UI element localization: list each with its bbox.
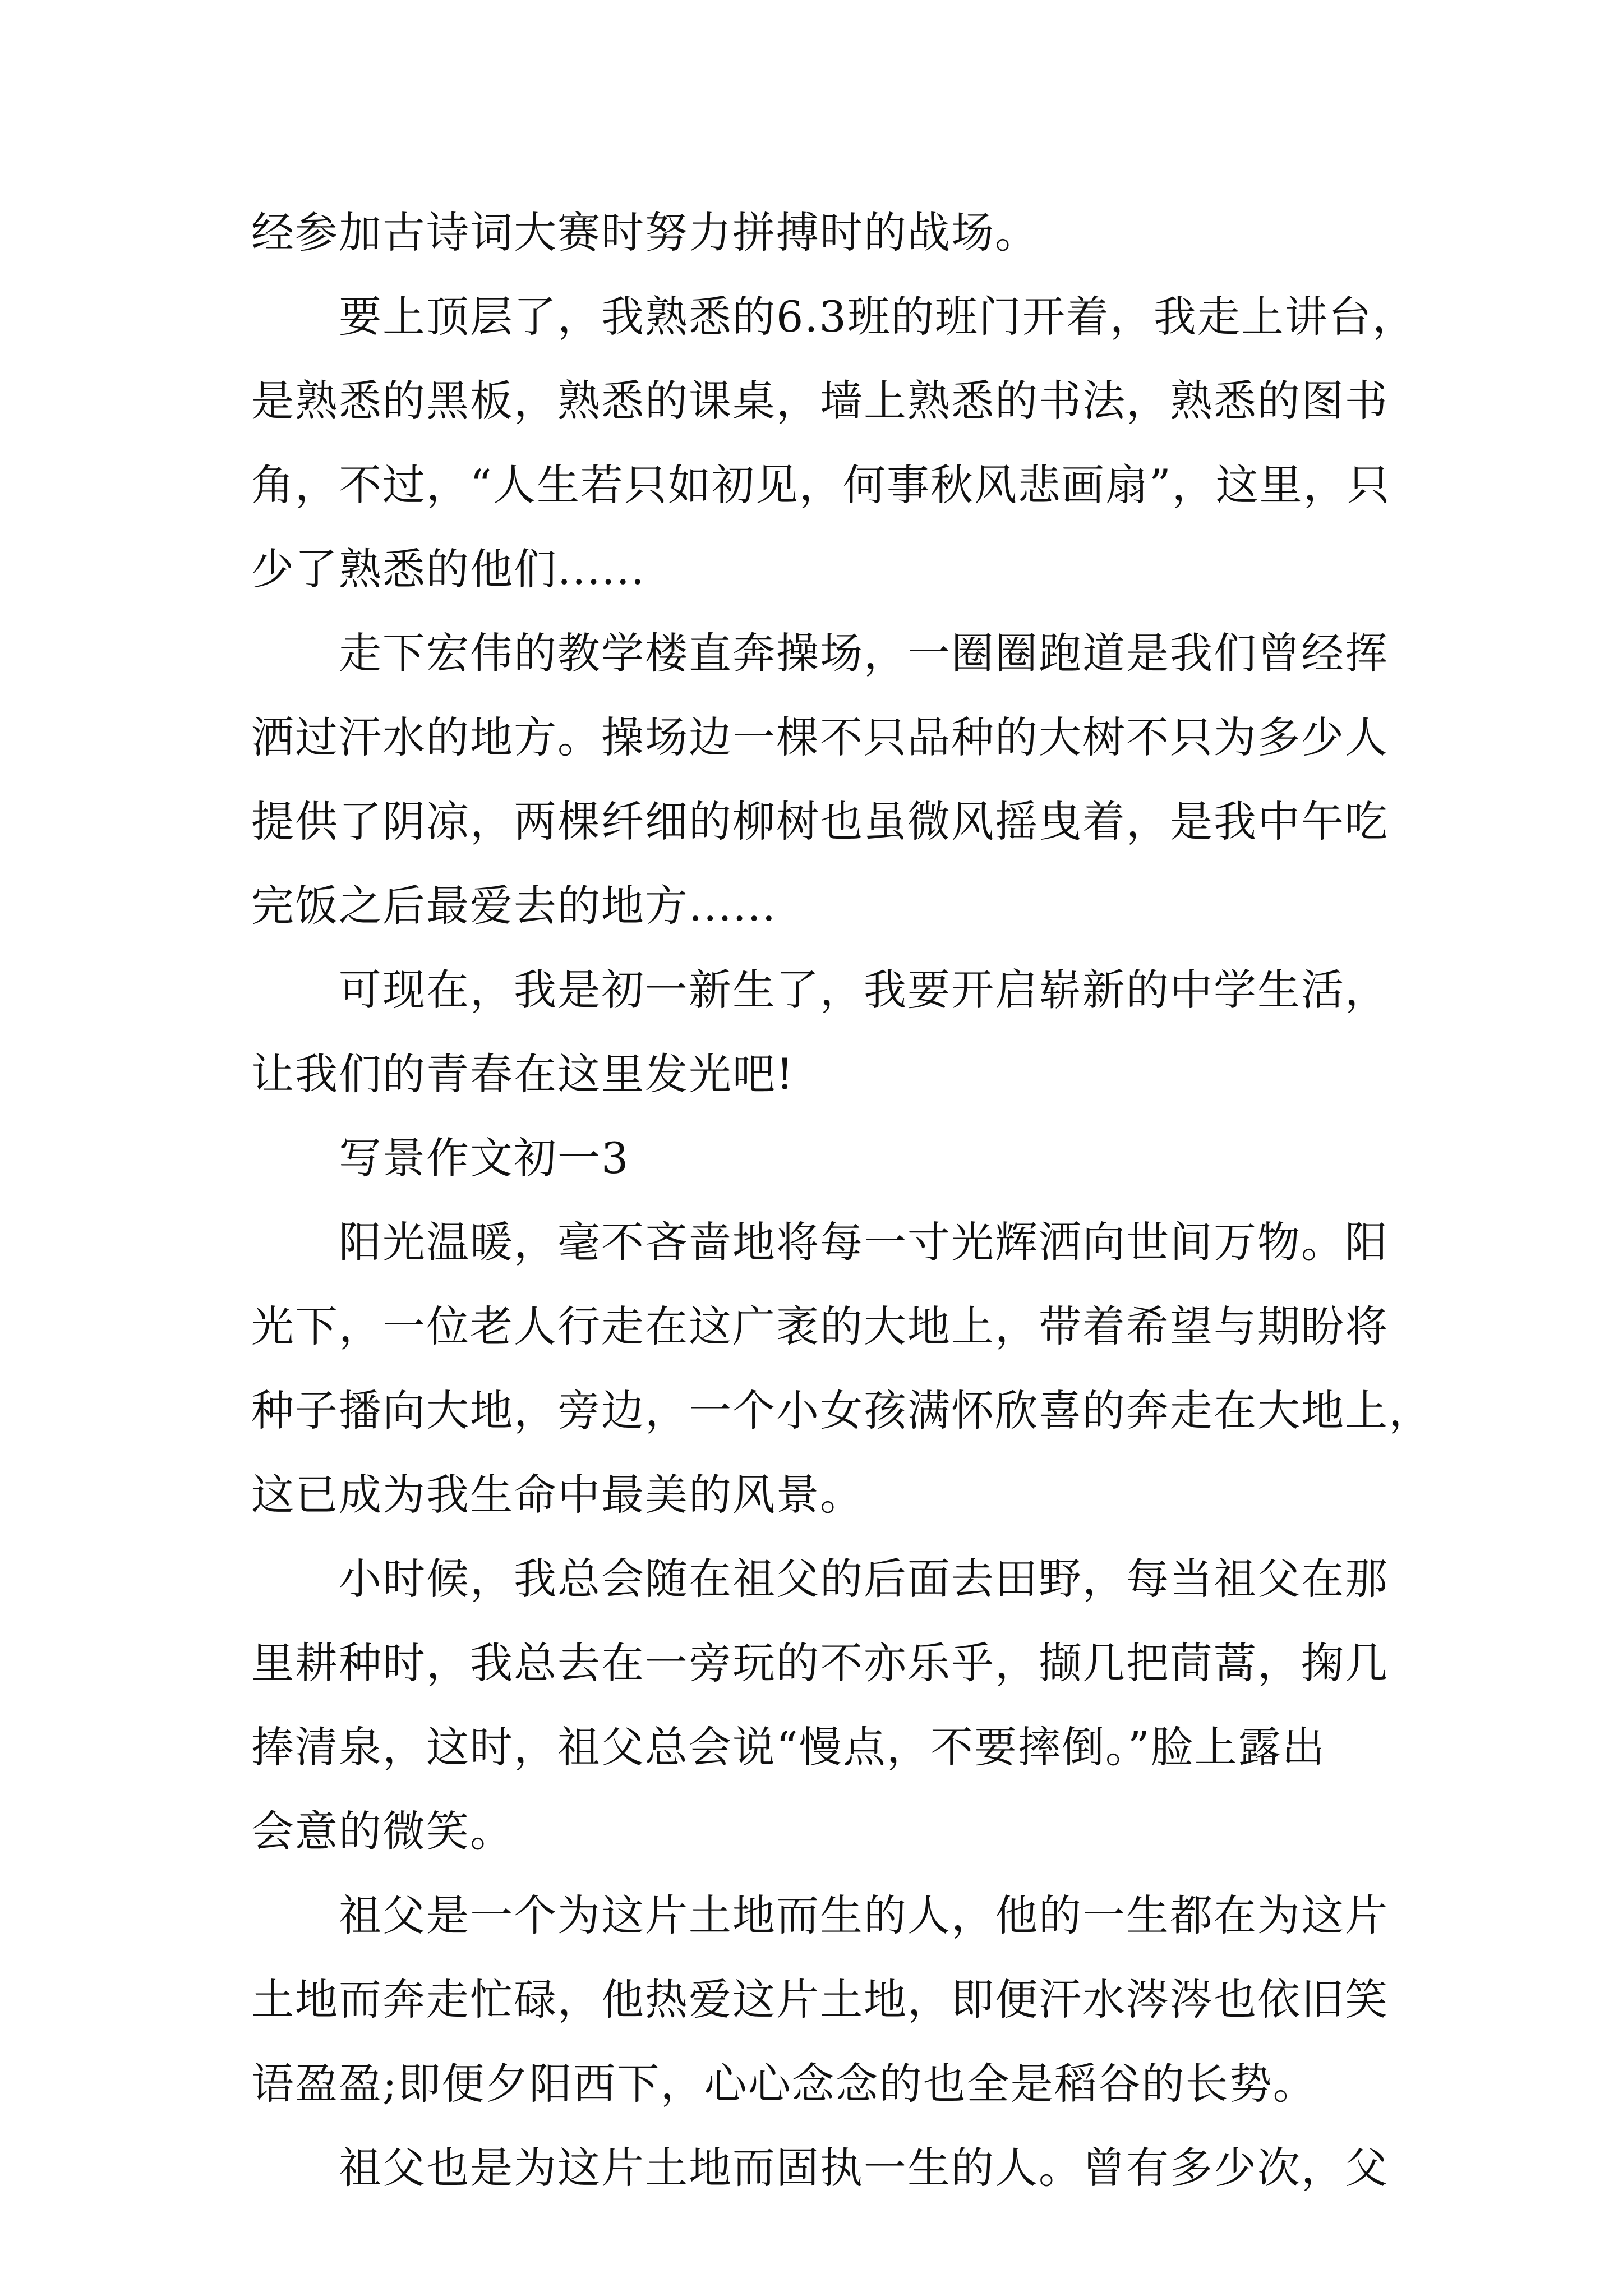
document-body xyxy=(251,191,1432,2210)
text-line-24: 祖父也是为这片土地而固执一生的人。曾有多少次，父 xyxy=(339,2143,1389,2193)
text-line-15: 种子播向大地，旁边，一个小女孩满怀欣喜的奔走在大地上， xyxy=(251,1386,1432,1435)
text-line-7: 洒过汗水的地方。操场边一棵不只品种的大树不只为多少人 xyxy=(251,712,1389,762)
text-line-18: 里耕种时，我总去在一旁玩的不亦乐乎，撷几把茼蒿，掬几 xyxy=(251,1638,1389,1688)
text-line-4: 角，不过，“人生若只如初见，何事秋风悲画扇”，这里，只 xyxy=(251,460,1391,510)
text-line-13: 阳光温暖，毫不吝啬地将每一寸光辉洒向世间万物。阳 xyxy=(339,1217,1389,1267)
text-line-21: 祖父是一个为这片土地而生的人，他的一生都在为这片 xyxy=(339,1890,1389,1940)
section-heading: 写景作文初一3 xyxy=(339,1133,630,1183)
text-line-14: 光下，一位老人行走在这广袤的大地上，带着希望与期盼将 xyxy=(251,1301,1389,1351)
text-line-9: 完饭之后最爱去的地方...... xyxy=(251,881,777,931)
text-line-3: 是熟悉的黑板，熟悉的课桌，墙上熟悉的书法，熟悉的图书 xyxy=(251,376,1389,426)
text-line-2: 要上顶层了，我熟悉的6.3班的班门开着，我走上讲台， xyxy=(339,292,1416,342)
text-line-17: 小时候，我总会随在祖父的后面去田野，每当祖父在那 xyxy=(339,1554,1389,1604)
text-line-11: 让我们的青春在这里发光吧! xyxy=(251,1049,795,1099)
text-line-19: 捧清泉，这时，祖父总会说“慢点，不要摔倒。”脸上露出 xyxy=(251,1722,1326,1772)
text-line-22: 土地而奔走忙碌，他热爱这片土地，即便汗水涔涔也依旧笑 xyxy=(251,1975,1389,2024)
text-line-1: 经参加古诗词大赛时努力拼搏时的战场。 xyxy=(251,208,1039,257)
text-line-23: 语盈盈;即便夕阳西下，心心念念的也全是稻谷的长势。 xyxy=(251,2059,1317,2109)
text-line-10: 可现在，我是初一新生了，我要开启崭新的中学生活， xyxy=(339,965,1389,1015)
text-line-6: 走下宏伟的教学楼直奔操场，一圈圈跑道是我们曾经挥 xyxy=(339,628,1389,678)
text-line-16: 这已成为我生命中最美的风景。 xyxy=(251,1470,864,1520)
text-line-5: 少了熟悉的他们...... xyxy=(251,544,645,594)
text-line-8: 提供了阴凉，两棵纤细的柳树也虽微风摇曳着，是我中午吃 xyxy=(251,797,1389,846)
text-line-20: 会意的微笑。 xyxy=(251,1806,514,1856)
